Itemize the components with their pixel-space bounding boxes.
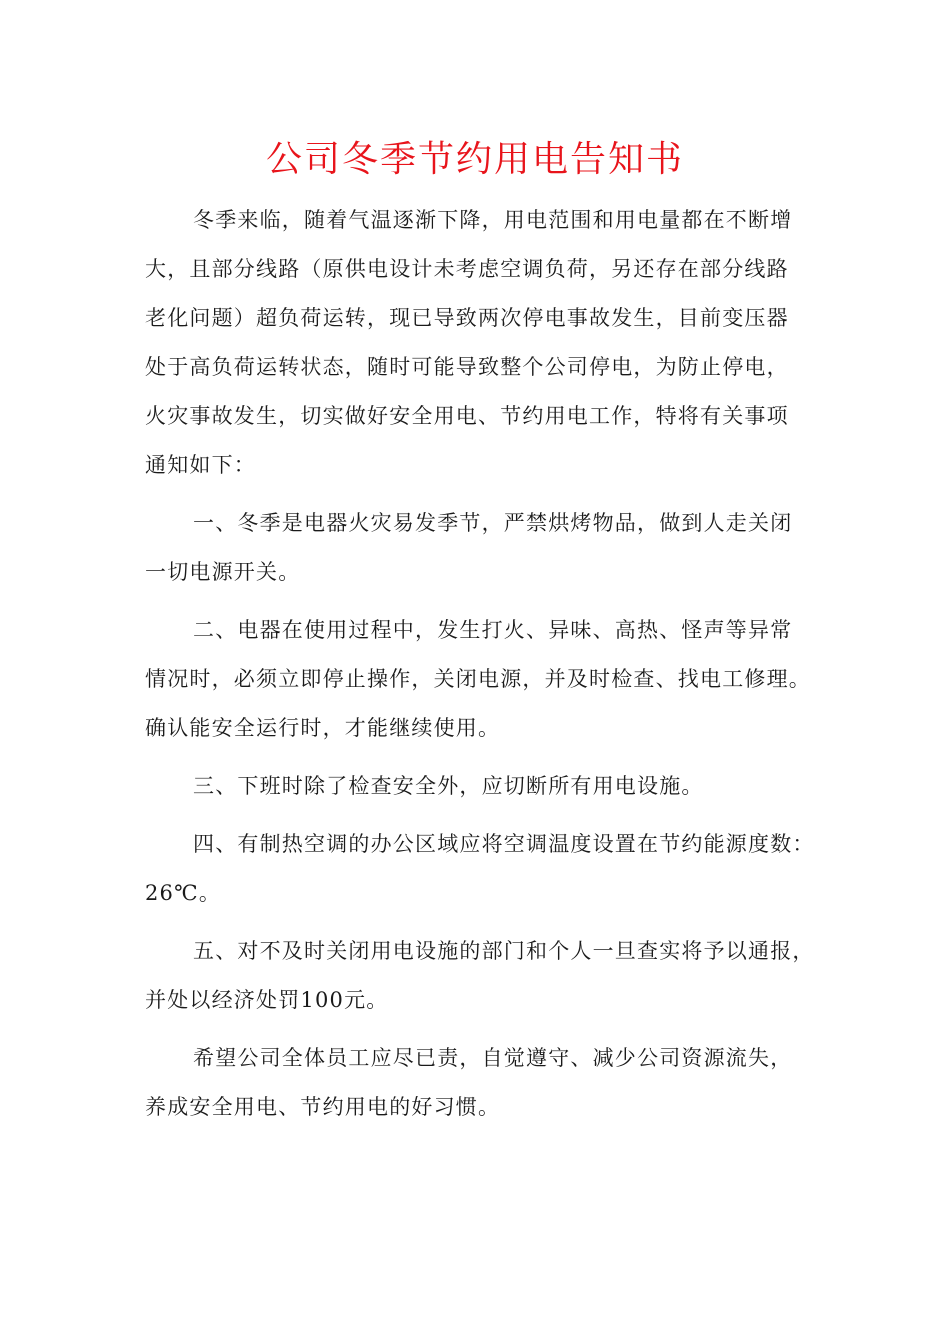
text-line: 通知如下： (145, 453, 256, 477)
text-line: 冬季来临，随着气温逐渐下降，用电范围和用电量都在不断增 (193, 208, 793, 232)
document-title: 公司冬季节约用电告知书 (265, 139, 684, 180)
paragraph-closing (145, 1034, 817, 1132)
text-line: 老化问题）超负荷运转，现已导致两次停电事故发生，目前变压器 (145, 306, 789, 330)
paragraph-intro (145, 196, 817, 490)
text-line: 处于高负荷运转状态，随时可能导致整个公司停电，为防止停电， (145, 355, 789, 379)
text-line: 大，且部分线路（原供电设计未考虑空调负荷，另还存在部分线路 (145, 257, 789, 281)
paragraph-spacer (145, 1025, 817, 1034)
paragraph-spacer (145, 753, 817, 762)
text-line: 三、下班时除了检查安全外，应切断所有用电设施。 (193, 774, 704, 798)
text-line: 二、电器在使用过程中，发生打火、异味、高热、怪声等异常 (193, 618, 793, 642)
paragraph-spacer (145, 811, 817, 820)
paragraph-item-5 (145, 927, 817, 1025)
paragraph-spacer (145, 918, 817, 927)
paragraph-spacer (145, 490, 817, 499)
paragraph-item-2 (145, 606, 817, 753)
paragraph-spacer (145, 597, 817, 606)
paragraph-item-1 (145, 499, 817, 597)
text-line: 并处以经济处罚100元。 (145, 988, 389, 1012)
text-line: 养成安全用电、节约用电的好习惯。 (145, 1095, 501, 1119)
text-line: 希望公司全体员工应尽已责，自觉遵守、减少公司资源流失， (193, 1046, 793, 1070)
text-line: 确认能安全运行时，才能继续使用。 (145, 716, 501, 740)
paragraph-item-3 (145, 762, 817, 811)
text-line: 一切电源开关。 (145, 560, 301, 584)
paragraph-item-4 (145, 820, 817, 918)
text-line: 一、冬季是电器火灾易发季节，严禁烘烤物品，做到人走关闭 (193, 511, 793, 535)
text-line: 火灾事故发生，切实做好安全用电、节约用电工作，特将有关事项 (145, 404, 789, 428)
text-line: 26℃。 (145, 881, 222, 905)
text-line: 五、对不及时关闭用电设施的部门和个人一旦查实将予以通报， (193, 939, 815, 963)
text-line: 四、有制热空调的办公区域应将空调温度设置在节约能源度数： (193, 832, 815, 856)
document-body (145, 196, 817, 1132)
text-line: 情况时，必须立即停止操作，关闭电源，并及时检查、找电工修理。 (145, 667, 811, 691)
